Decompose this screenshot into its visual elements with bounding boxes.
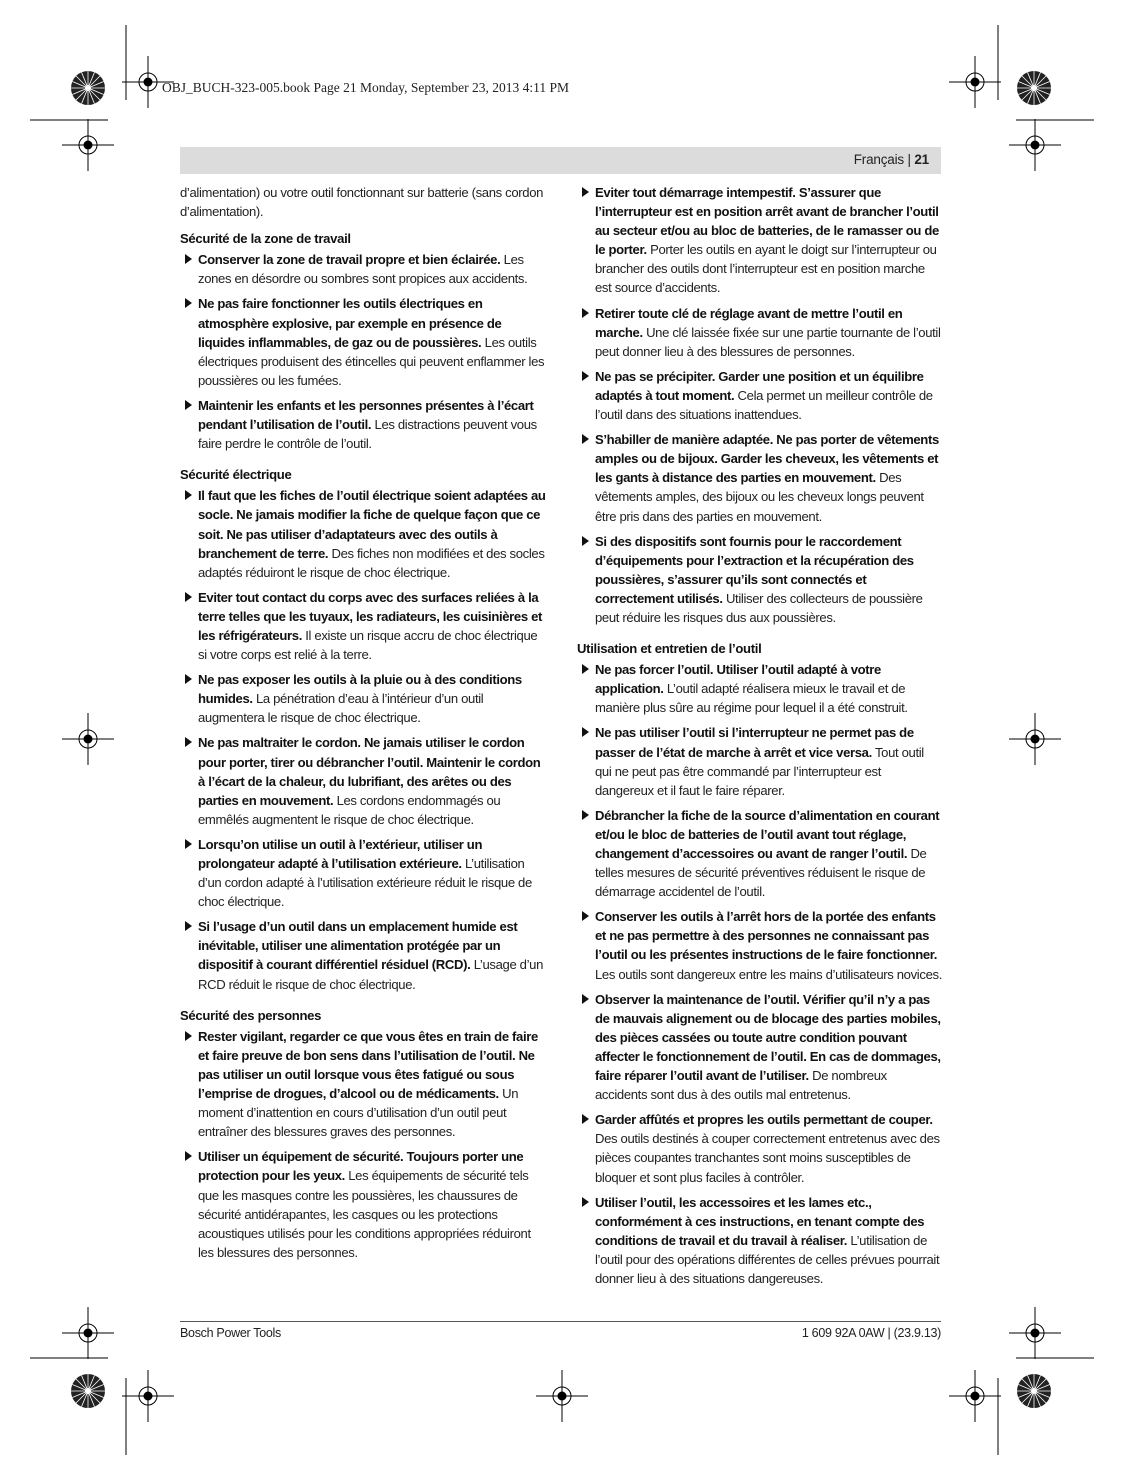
safety-instruction — [577, 367, 942, 424]
bullet-arrow-icon — [582, 664, 589, 674]
instruction-bold: Lorsqu’on utilise un outil à l’extérieur, utiliser un prolongateur adapté à l’utilisation extérieure. — [198, 836, 483, 871]
safety-instruction — [180, 1147, 546, 1262]
bullet-arrow-icon — [185, 400, 192, 410]
safety-instruction — [577, 723, 942, 799]
instruction-text: De telles mesures de sécurité préventives réduisent le risque de démarrage accidentel de l’outil. — [595, 846, 927, 900]
instruction-text: Utiliser des collecteurs de poussière peut réduire les risques dus aux poussières. — [595, 590, 923, 625]
safety-instruction — [577, 806, 942, 901]
instruction-text: L’outil adapté réalisera mieux le travail et de manière plus sûre au régime pour lequel il a été construit. — [595, 681, 908, 716]
instruction-text: Une clé laissée fixée sur une partie tournante de l’outil peut donner lieu à des blessures de personnes. — [595, 324, 941, 359]
right-column — [577, 183, 942, 1294]
bullet-arrow-icon — [185, 298, 192, 308]
safety-instruction — [577, 430, 942, 525]
instruction-text: Des vêtements amples, des bijoux ou les cheveux longs peuvent être pris dans des parties en mouvement. — [595, 470, 924, 524]
instruction-text: Tout outil qui ne peut pas être commandé par l’interrupteur est dangereux et il faut le faire réparer. — [595, 744, 924, 798]
instruction-bold: Ne pas forcer l’outil. Utiliser l’outil adapté à votre application. — [595, 662, 881, 697]
instruction-bold: Si des dispositifs sont fournis pour le raccordement d’équipements pour l’extraction et la récupération des poussières, s’assurer qu’ils sont connectés et correctement utilisés. — [595, 533, 914, 606]
header-text — [854, 152, 929, 167]
instruction-bold: Conserver les outils à l’arrêt hors de la portée des enfants et ne pas permettre à des personnes ne connaissant pas l’outil ou les présentes instructions de le faire fonctionner. — [595, 909, 938, 963]
safety-instruction — [577, 1193, 942, 1288]
instruction-text: Des fiches non modifiées et des socles adaptés réduiront le risque de choc électrique. — [198, 545, 545, 580]
instruction-bold: Il faut que les fiches de l’outil électrique soient adaptées au socle. Ne jamais modifier la fiche de quelque façon que ce soit. Ne pas utiliser d’adaptateurs avec des outils à branchement de terre. — [198, 488, 546, 561]
instruction-text: Les zones en désordre ou sombres sont propices aux accidents. — [198, 252, 528, 287]
continuation-text: d’alimentation) ou votre outil fonctionnant sur batterie (sans cordon d’alimentation). — [180, 185, 544, 220]
instruction-text: L’usage d’un RCD réduit le risque de choc électrique. — [198, 957, 544, 992]
instruction-bold: Utiliser un équipement de sécurité. Toujours porter une protection pour les yeux. — [198, 1149, 524, 1184]
instruction-bold: Observer la maintenance de l’outil. Vérifier qu’il n’y a pas de mauvais alignement ou de blocage des parties mobiles, des pièces cassées ou toute autre condition pouvant affecter le fonctionnement de l’outil. En cas de dommages, faire réparer l’outil avant de l’utiliser. — [595, 991, 941, 1084]
safety-instruction — [180, 1027, 546, 1142]
footer-rule — [180, 1321, 941, 1322]
instruction-text: Les équipements de sécurité tels que les masques contre les poussières, les chaussures de sécurité antidérapantes, les casques ou les protections acoustiques utilisés pour les conditions appropriées réduiront les blessures des personnes. — [198, 1168, 531, 1260]
bullet-arrow-icon — [582, 187, 589, 197]
instruction-bold: Utiliser l’outil, les accessoires et les lames etc., conformément à ces instructions, en tenant compte des conditions de travail et du travail à réaliser. — [595, 1194, 925, 1248]
instruction-text: Des outils destinés à couper correctement entretenus avec des pièces coupantes tranchantes sont moins susceptibles de bloquer et sont plus faciles à contrôler. — [595, 1131, 940, 1185]
print-slug: OBJ_BUCH-323-005.book Page 21 Monday, September 23, 2013 4:11 PM — [162, 80, 569, 95]
section-heading: Utilisation et entretien de l’outil — [577, 641, 762, 657]
bullet-arrow-icon — [582, 371, 589, 381]
safety-instruction — [180, 396, 546, 453]
bullet-arrow-icon — [185, 674, 192, 684]
instruction-text: Il existe un risque accru de choc électrique si votre corps est relié à la terre. — [198, 627, 538, 663]
bullet-arrow-icon — [185, 839, 192, 849]
safety-instruction — [577, 1110, 942, 1186]
instruction-text: L’utilisation d’un cordon adapté à l’utilisation extérieure réduit le risque de choc électrique. — [198, 856, 532, 910]
header-separator: | — [907, 152, 911, 167]
bullet-arrow-icon — [582, 1114, 589, 1124]
bullet-arrow-icon — [582, 1197, 589, 1207]
instruction-bold: Eviter tout démarrage intempestif. S’assurer que l’interrupteur est en position arrêt avant de brancher l’outil au secteur et/ou au bloc de batteries, de le ramasser ou de le porter. — [595, 185, 939, 258]
page-header — [180, 147, 941, 174]
footer-brand: Bosch Power Tools — [180, 1326, 281, 1340]
bullet-arrow-icon — [582, 727, 589, 737]
instruction-bold: Ne pas utiliser l’outil si l’interrupteur ne permet pas de passer de l’état de marche à arrêt et vice versa. — [595, 725, 914, 760]
bullet-arrow-icon — [185, 921, 192, 931]
bullet-arrow-icon — [185, 1031, 192, 1041]
bullet-arrow-icon — [582, 308, 589, 318]
instruction-bold: Ne pas maltraiter le cordon. Ne jamais utiliser le cordon pour porter, tirer ou débrancher l’outil. Maintenir le cordon à l’écart de la chaleur, du lubrifiant, des arêtes ou des parties en mouvement. — [198, 735, 541, 808]
safety-instruction — [577, 907, 942, 983]
instruction-text: La pénétration d’eau à l’intérieur d’un outil augmentera le risque de choc électrique. — [198, 691, 484, 726]
instruction-bold: Maintenir les enfants et les personnes présentes à l’écart pendant l’utilisation de l’outil. — [198, 397, 534, 433]
safety-instruction — [577, 304, 942, 361]
bullet-arrow-icon — [185, 592, 192, 602]
instruction-text: Les distractions peuvent vous faire perdre le contrôle de l’outil. — [198, 417, 537, 452]
bullet-arrow-icon — [582, 911, 589, 921]
instruction-bold: Ne pas faire fonctionner les outils électriques en atmosphère explosive, par exemple en présence de liquides inflammables, de gaz ou de poussières. — [198, 296, 502, 350]
instruction-bold: Retirer toute clé de réglage avant de mettre l’outil en marche. — [595, 305, 903, 340]
instruction-bold: Débrancher la fiche de la source d’alimentation en courant et/ou le bloc de batteries de l’outil avant tout réglage, changement d’accessoires ou avant de ranger l’outil. — [595, 807, 940, 861]
page-number: 21 — [914, 152, 929, 167]
header-language: Français — [853, 152, 904, 167]
instruction-text: Cela permet un meilleur contrôle de l’outil dans des situations inattendues. — [595, 387, 933, 423]
bullet-arrow-icon — [582, 434, 589, 444]
section-spacer — [180, 1268, 546, 1274]
instruction-bold: Eviter tout contact du corps avec des surfaces reliées à la terre telles que les tuyaux, les radiateurs, les cuisinières et les réfrigérateurs. — [198, 589, 543, 643]
safety-instruction — [180, 733, 546, 828]
instruction-text: L’utilisation de l’outil pour des opérations différentes de celles prévues pourrait donner lieu à des situations dangereuses. — [595, 1232, 940, 1286]
instruction-text: Les outils électriques produisent des étincelles qui peuvent enflammer les poussières ou les fumées. — [198, 334, 545, 388]
bullet-arrow-icon — [185, 1151, 192, 1161]
bullet-arrow-icon — [185, 737, 192, 747]
instruction-text: Les cordons endommagés ou emmêlés augmentent le risque de choc électrique. — [198, 792, 501, 827]
safety-instruction — [180, 588, 546, 664]
instruction-bold: S’habiller de manière adaptée. Ne pas porter de vêtements amples ou de bijoux. Garder les cheveux, les vêtements et les gants à distance des parties en mouvement. — [595, 432, 939, 486]
safety-instruction — [180, 835, 546, 911]
bullet-arrow-icon — [185, 490, 192, 500]
instruction-text: Porter les outils en ayant le doigt sur l’interrupteur ou brancher des outils dont l’interrupteur est en position marche est source d’accidents. — [595, 242, 937, 296]
footer-doc-number: 1 609 92A 0AW | (23.9.13) — [801, 1326, 941, 1340]
safety-instruction — [577, 183, 942, 298]
safety-instruction — [577, 990, 942, 1105]
bullet-arrow-icon — [582, 994, 589, 1004]
instruction-text: Les outils sont dangereux entre les mains d’utilisateurs novices. — [595, 966, 942, 982]
instruction-bold: Rester vigilant, regarder ce que vous êtes en train de faire et faire preuve de bon sens dans l’utilisation de l’outil. Ne pas utiliser un outil lorsque vous êtes fatigué ou sous l’emprise de drogues, d’alcool ou de médicaments. — [198, 1028, 538, 1102]
instruction-bold: Ne pas se précipiter. Garder une position et un équilibre adaptés à tout moment. — [595, 368, 924, 403]
instruction-bold: Ne pas exposer les outils à la pluie ou à des conditions humides. — [198, 672, 522, 707]
instruction-text: Un moment d’inattention en cours d’utilisation d’un outil peut entraîner des blessures graves des personnes. — [198, 1086, 519, 1140]
safety-instruction — [180, 250, 546, 288]
section-heading: Sécurité des personnes — [180, 1007, 322, 1023]
safety-instruction — [180, 486, 546, 581]
section-heading: Sécurité de la zone de travail — [180, 231, 351, 247]
bullet-arrow-icon — [582, 810, 589, 820]
safety-instruction — [180, 670, 546, 727]
safety-instruction — [577, 660, 942, 717]
instruction-bold: Conserver la zone de travail propre et bien éclairée. — [198, 252, 501, 268]
section-heading: Sécurité électrique — [180, 467, 292, 483]
instruction-bold: Garder affûtés et propres les outils permettant de couper. — [595, 1112, 933, 1128]
bullet-arrow-icon — [185, 254, 192, 264]
safety-instruction — [180, 917, 546, 993]
left-column — [180, 183, 546, 1274]
bullet-arrow-icon — [582, 536, 589, 546]
safety-instruction — [577, 532, 942, 627]
instruction-bold: Si l’usage d’un outil dans un emplacement humide est inévitable, utiliser une alimentation protégée par un dispositif à courant différentiel résiduel (RCD). — [198, 919, 518, 973]
instruction-text: De nombreux accidents sont dus à des outils mal entretenus. — [595, 1068, 887, 1103]
safety-instruction — [180, 294, 546, 389]
